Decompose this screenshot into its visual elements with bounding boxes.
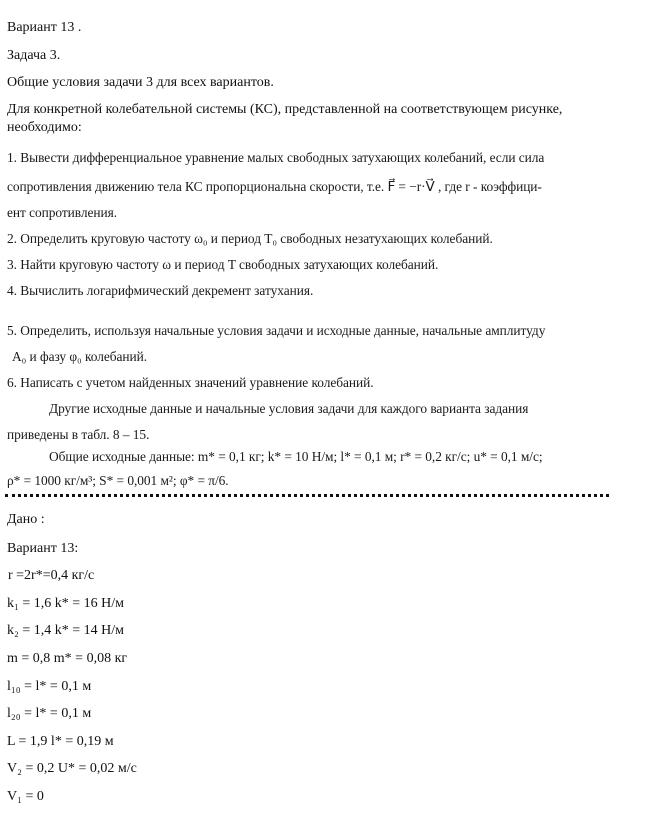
given-k1: k₁ = 1,6 k* = 16 Н/м (7, 596, 125, 611)
task-item-1-line-3: ент сопротивления. (7, 205, 118, 220)
other-data-line-2: приведены в табл. 8 – 15. (7, 427, 150, 442)
common-data-line-2: ρ* = 1000 кг/м³; S* = 0,001 м²; φ* = π/6. (7, 473, 229, 488)
task-item-1-line-2: сопротивления движению тела КС пропорциональна скорости, т.е. F⃗ = −r·V⃗ , где r - коэффици- (7, 179, 542, 194)
task-item-6: 6. Написать с учетом найденных значений уравнение колебаний. (7, 375, 374, 390)
given-L: L = 1,9 l* = 0,19 м (7, 734, 114, 749)
common-data-line-1: Общие исходные данные: m* = 0,1 кг; k* = 10 Н/м; l* = 0,1 м; r* = 0,2 кг/с; u* = 0,1 м/с; (49, 449, 543, 464)
intro-line-2: необходимо: (7, 120, 82, 135)
task-item-5-line-2: A₀ и фазу φ₀ колебаний. (12, 349, 148, 364)
given-V2: V₂ = 0,2 U* = 0,02 м/с (7, 761, 137, 776)
task-item-4: 4. Вычислить логарифмический декремент затухания. (7, 283, 314, 298)
given-m: m = 0,8 m* = 0,08 кг (7, 651, 128, 666)
given-k2: k₂ = 1,4 k* = 14 Н/м (7, 623, 125, 638)
given-variant: Вариант 13: (7, 541, 79, 556)
intro-line-1: Для конкретной колебательной системы (КС), представленной на соответствующем рисунке, (7, 102, 563, 117)
general-conditions: Общие условия задачи 3 для всех вариантов. (7, 75, 274, 90)
task-title: Задача 3. (7, 48, 61, 63)
other-data-line-1: Другие исходные данные и начальные условия задачи для каждого варианта задания (49, 401, 529, 416)
given-r: r =2r*=0,4 кг/с (8, 568, 95, 583)
given-l10: l₁₀ = l* = 0,1 м (7, 679, 92, 694)
variant-title: Вариант 13 . (7, 20, 82, 35)
task-item-1-line-1: 1. Вывести дифференциальное уравнение малых свободных затухающих колебаний, если сила (7, 150, 545, 165)
task-item-5-line-1: 5. Определить, используя начальные условия задачи и исходные данные, начальные амплитуду (7, 323, 546, 338)
task-item-3: 3. Найти круговую частоту ω и период T свободных затухающих колебаний. (7, 257, 439, 272)
given-title: Дано : (7, 512, 45, 527)
given-l20: l₂₀ = l* = 0,1 м (7, 706, 92, 721)
task-item-2: 2. Определить круговую частоту ω₀ и период T₀ свободных незатухающих колебаний. (7, 231, 493, 246)
dotted-divider (5, 494, 609, 497)
given-V1: V₁ = 0 (7, 789, 44, 804)
